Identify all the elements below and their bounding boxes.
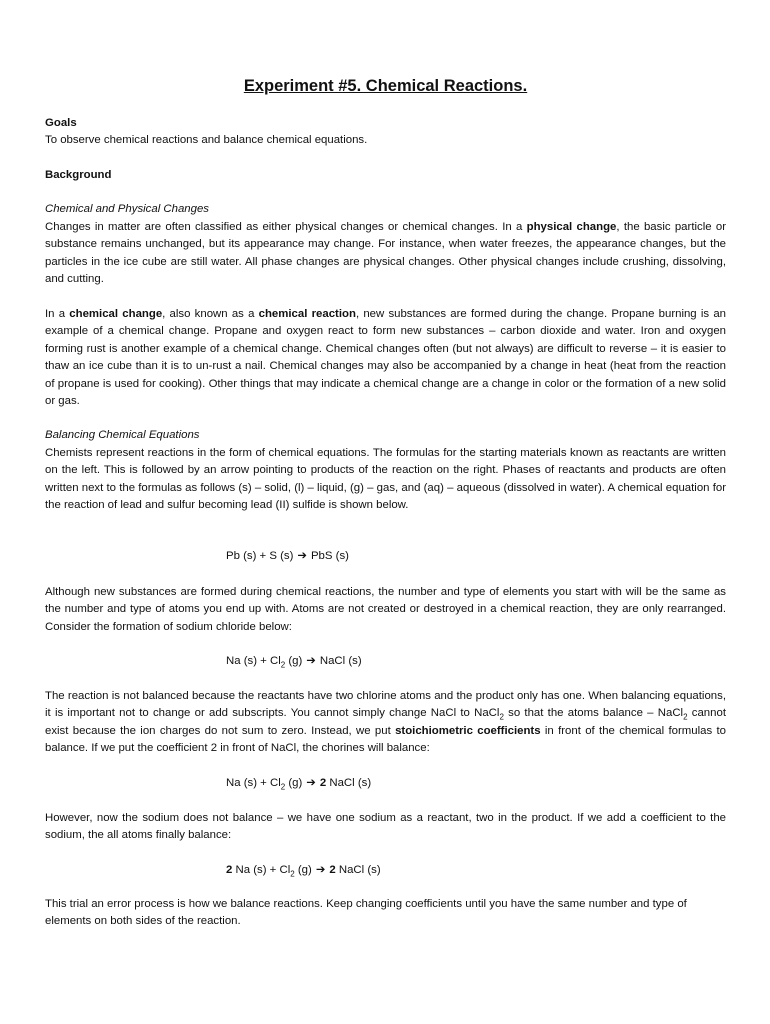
paragraph-physical-change: Changes in matter are often classified as either physical changes or chemical changes. In a physical change, the basic particle or substance remains unchanged, but its appearance may change. For instance, when water freezes, the appearance changes, but the particles in the ice cube are still water. All phase changes are physical changes. Other physical changes include crushing, dissolving, and cutting. — [45, 221, 726, 286]
term-stoichiometric-coefficients: stoichiometric coefficients — [395, 724, 541, 737]
background-heading: Background — [45, 169, 112, 181]
term-chemical-reaction: chemical reaction — [258, 308, 356, 320]
arrow-icon: ➔ — [297, 550, 307, 562]
arrow-icon: ➔ — [315, 864, 326, 876]
subheading-chemical-physical: Chemical and Physical Changes — [45, 203, 209, 215]
paragraph-conservation: Although new substances are formed during chemical reactions, the number and type of elements you start with will be the same as the number and type of atoms you end up with. Atoms are not created or destroyed in a chemical reaction, they are only rearranged. Consider the formation of sodium chloride below: — [45, 586, 726, 633]
term-physical-change: physical change — [526, 221, 617, 233]
equation-lead-sulfide: Pb (s) + S (s) ➔ PbS (s) — [226, 548, 349, 565]
arrow-icon: ➔ — [306, 777, 316, 789]
paragraph-chemical-equations: Chemists represent reactions in the form of chemical equations. The formulas for the starting materials known as reactants are written on the left. This is followed by an arrow pointing to products of the reaction on the right. Phases of reactants and products are often written next to the formulas as follows (s) – solid, (l) – liquid, (g) – gas, and (aq) – aqueous (dissolved in water). A chemical equation for the reaction of lead and sulfur becoming lead (II) sulfide is shown below. — [45, 447, 726, 512]
goals-text: To observe chemical reactions and balance chemical equations. — [45, 134, 368, 146]
page-title: Experiment #5. Chemical Reactions. — [243, 77, 528, 95]
equation-sodium-chloride: Na $(s) + Cl_2$ (g) ➔ NaCl (s) — [226, 655, 362, 670]
paragraph-not-balanced: The reaction is not balanced because the reactants have two chlorine atoms and the product only has one. When balancing equations, it is important not to change or add subscripts. You cannot simply change NaCl to NaCl$_2$ so that the atoms balance – NaCl$_2$ cannot exist because the ion charges do not sum to zero. Instead, we put stoichiometric coefficients in front of the chemical formulas to balance. If we put the coefficient 2 in front of NaCl, the chorines will balance: — [45, 690, 726, 755]
term-chemical-change: chemical change — [69, 308, 163, 320]
paragraph-trial-error: This trial an error process is how we balance reactions. Keep changing coefficients until you have the same number and type of elements on both sides of the reaction. — [45, 898, 687, 928]
paragraph-chemical-change: In a chemical change, also known as a chemical reaction, new substances are formed during the change. Propane burning is an example of a chemical change. Propane and oxygen react to form new substances – carbon dioxide and water. Iron and oxygen forming rust is another example of a chemical change. Chemical changes often (but not always) are difficult to reverse – it is easier to thaw an ice cube than it is to un-rust a nail. Chemical changes may also be accompanied by a change in heat (heat from the reaction of propane is used for cooking). Other things that may indicate a chemical change are a change in color or the formation of a new solid or gas. — [45, 308, 726, 408]
equation-chlorine-balanced: Na $(s) + Cl_2$ (g) ➔ 2 NaCl (s) — [226, 777, 372, 792]
goals-heading: Goals — [45, 117, 77, 129]
paragraph-sodium-balance: However, now the sodium does not balance – we have one sodium as a reactant, two in the product. If we add a coefficient to the sodium, the all atoms finally balance: — [45, 812, 726, 842]
equation-fully-balanced: 2 Na $(s) + Cl_2$ (g) ➔ 2 NaCl (s) — [226, 864, 381, 879]
arrow-icon: ➔ — [306, 655, 316, 667]
subheading-balancing: Balancing Chemical Equations — [45, 429, 200, 441]
